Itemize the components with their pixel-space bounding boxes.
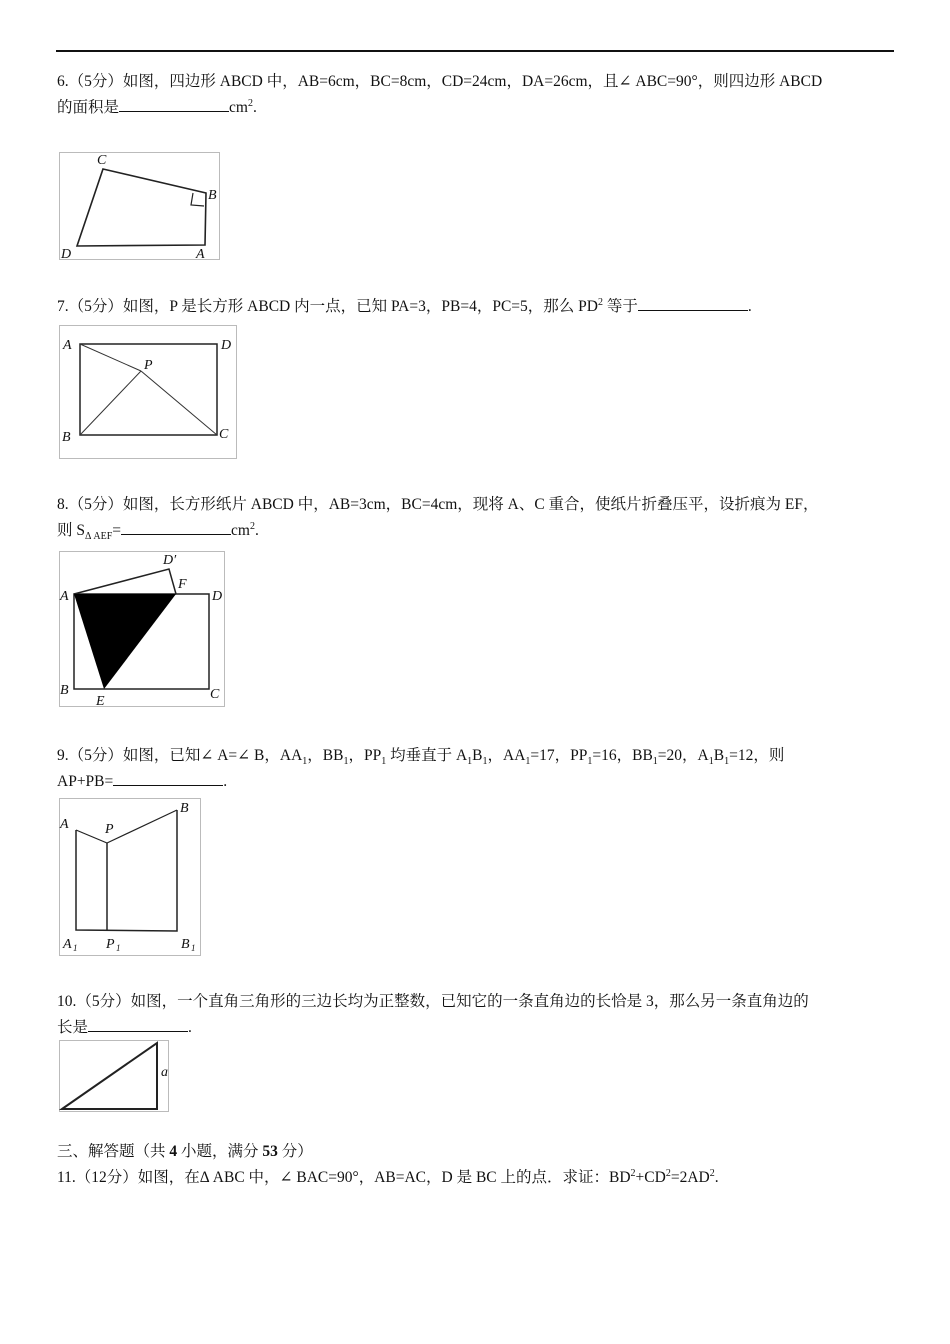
q8-label-dprime: D′	[163, 553, 177, 568]
q9-t10: B	[713, 747, 725, 764]
q9-t9: =20，A	[657, 747, 709, 764]
q10-figure-frame	[60, 1041, 169, 1112]
q8-prefix: 则 S	[57, 522, 85, 539]
q9-t11: =12，则	[729, 747, 785, 764]
q10-line2	[57, 1015, 192, 1041]
q9-sub: 1	[482, 756, 488, 768]
q6-unit: cm	[229, 99, 248, 116]
q9-t4: 均垂直于 A	[386, 747, 468, 764]
q6-label-b: B	[208, 188, 217, 203]
q9-sub: 1	[525, 756, 531, 768]
q7-label-b: B	[62, 430, 71, 445]
q8-figure	[59, 551, 227, 709]
q7-end: .	[747, 298, 752, 315]
q8-end: .	[254, 522, 259, 539]
q9-sub: 1	[381, 756, 387, 768]
q6-label-d: D	[61, 247, 72, 262]
q8-sup: 2	[249, 520, 255, 532]
q6-answer-blank[interactable]	[119, 95, 229, 112]
q6-end: .	[252, 99, 257, 116]
q7-segment-pa	[80, 344, 141, 371]
q6-line2	[57, 95, 257, 121]
q10-right-triangle	[62, 1043, 157, 1109]
q10-answer-blank[interactable]	[88, 1015, 188, 1032]
q6-label-c: C	[97, 153, 107, 168]
q7-segment-pb	[80, 371, 141, 435]
q10-figure	[59, 1040, 171, 1114]
q8-label-d: D	[212, 589, 223, 604]
q6-quadrilateral	[77, 169, 206, 246]
q9-t8: =16，BB	[592, 747, 653, 764]
q9-t6: ，AA	[487, 747, 526, 764]
q11-t2: +CD	[635, 1169, 666, 1186]
q11-sup: 2	[665, 1167, 671, 1179]
q7-label-a: A	[63, 338, 72, 353]
q9-label-p: P	[105, 822, 114, 837]
q6-figure-frame	[60, 153, 220, 260]
q9-label-a1: A	[63, 937, 72, 952]
q7-text-b: 等于	[602, 298, 638, 315]
section-3-mid: 小题，满分	[177, 1143, 263, 1160]
q11-sup: 2	[630, 1167, 636, 1179]
q9-line1	[57, 743, 784, 769]
q9-t1: 9.（5分）如图，已知∠ A=∠ B，AA	[57, 747, 303, 764]
q9-label-a1-sub: 1	[73, 943, 78, 953]
q9-outline	[76, 810, 177, 931]
q10-label-a: a	[161, 1065, 168, 1080]
q9-label-a: A	[60, 817, 69, 832]
q10-end: .	[188, 1019, 192, 1036]
q9-t5: B	[472, 747, 483, 764]
q9-label-b: B	[180, 801, 189, 816]
q6-figure	[59, 152, 221, 262]
section-3-count: 4	[169, 1143, 178, 1160]
q9-sub: 1	[302, 756, 308, 768]
q7-text-a: 7.（5分）如图，P 是长方形 ABCD 内一点，已知 PA=3，PB=4，PC=5，那么 PD	[57, 298, 598, 315]
q9-sub: 1	[708, 756, 714, 768]
q7-sup: 2	[597, 296, 603, 308]
section-3-suffix: 分）	[277, 1143, 313, 1160]
q11-end: .	[714, 1169, 719, 1186]
q7-segment-pc	[141, 371, 217, 435]
q9-sub: 1	[467, 756, 473, 768]
q8-folded-flap	[74, 569, 176, 594]
q9-t7: =17，PP	[530, 747, 588, 764]
q7-figure-frame	[60, 326, 237, 459]
q8-label-f: F	[178, 577, 187, 592]
q11-t3: =2AD	[670, 1169, 710, 1186]
q9-t2: ，BB	[307, 747, 344, 764]
q9-answer-blank[interactable]	[113, 769, 223, 786]
q7-label-c: C	[219, 427, 229, 442]
q6-label-a: A	[196, 247, 205, 262]
q11-text: 11.（12分）如图，在Δ ABC 中，∠ BAC=90°，AB=AC，D 是 BC 上的点．求证：BD	[57, 1169, 631, 1186]
q9-sub: 1	[343, 756, 349, 768]
top-rule	[56, 50, 894, 52]
q9-segment-pb	[107, 810, 177, 843]
q6-right-angle-mark	[191, 193, 204, 206]
section-3-heading	[57, 1139, 313, 1165]
q7-answer-blank[interactable]	[638, 294, 748, 311]
q8-triangle-aef	[74, 594, 176, 689]
q8-line2	[57, 518, 259, 544]
q9-figure	[59, 798, 203, 958]
q9-end: .	[223, 773, 228, 790]
q9-sub: 1	[652, 756, 658, 768]
q8-sub: Δ AEF	[85, 531, 113, 543]
q8-label-b: B	[60, 683, 69, 698]
q9-t3: ，PP	[348, 747, 382, 764]
section-3-score: 53	[262, 1143, 278, 1160]
q7-label-p: P	[144, 358, 153, 373]
q9-sub: 1	[587, 756, 593, 768]
q8-label-a: A	[60, 589, 69, 604]
q8-label-e: E	[96, 694, 105, 709]
q9-sub: 1	[724, 756, 730, 768]
q8-label-c: C	[210, 687, 220, 702]
q9-label-p1-sub: 1	[116, 943, 121, 953]
q9-segment-ap	[76, 830, 107, 843]
q7-label-d: D	[221, 338, 232, 353]
q6-prefix: 的面积是	[57, 99, 120, 116]
q9-ap-pb: AP+PB=	[57, 773, 114, 790]
q8-eq: =	[112, 522, 122, 539]
q8-line1: 8.（5分）如图，长方形纸片 ABCD 中，AB=3cm，BC=4cm，现将 A、C 重合，使纸片折叠压平，设折痕为 EF，	[57, 496, 819, 513]
q11-line	[57, 1165, 719, 1191]
section-3-prefix: 三、解答题（共	[57, 1143, 170, 1160]
q9-label-b1-sub: 1	[191, 943, 196, 953]
q8-answer-blank[interactable]	[121, 518, 231, 535]
q7-line1	[57, 294, 752, 320]
q8-unit: cm	[231, 522, 250, 539]
q10-prefix: 长是	[57, 1019, 89, 1036]
q9-figure-frame	[60, 799, 201, 956]
q7-figure	[59, 325, 239, 461]
q6-sup: 2	[247, 97, 253, 109]
q10-line1: 10.（5分）如图，一个直角三角形的三边长均为正整数，已知它的一条直角边的长恰是 3，那么另一条直角边的	[57, 993, 809, 1010]
q9-label-p1: P	[106, 937, 115, 952]
q9-label-b1: B	[181, 937, 190, 952]
q9-line2	[57, 769, 227, 795]
q11-sup: 2	[709, 1167, 715, 1179]
q6-line1: 6.（5分）如图，四边形 ABCD 中，AB=6cm，BC=8cm，CD=24cm，DA=26cm，且∠ ABC=90°，则四边形 ABCD	[57, 73, 823, 90]
